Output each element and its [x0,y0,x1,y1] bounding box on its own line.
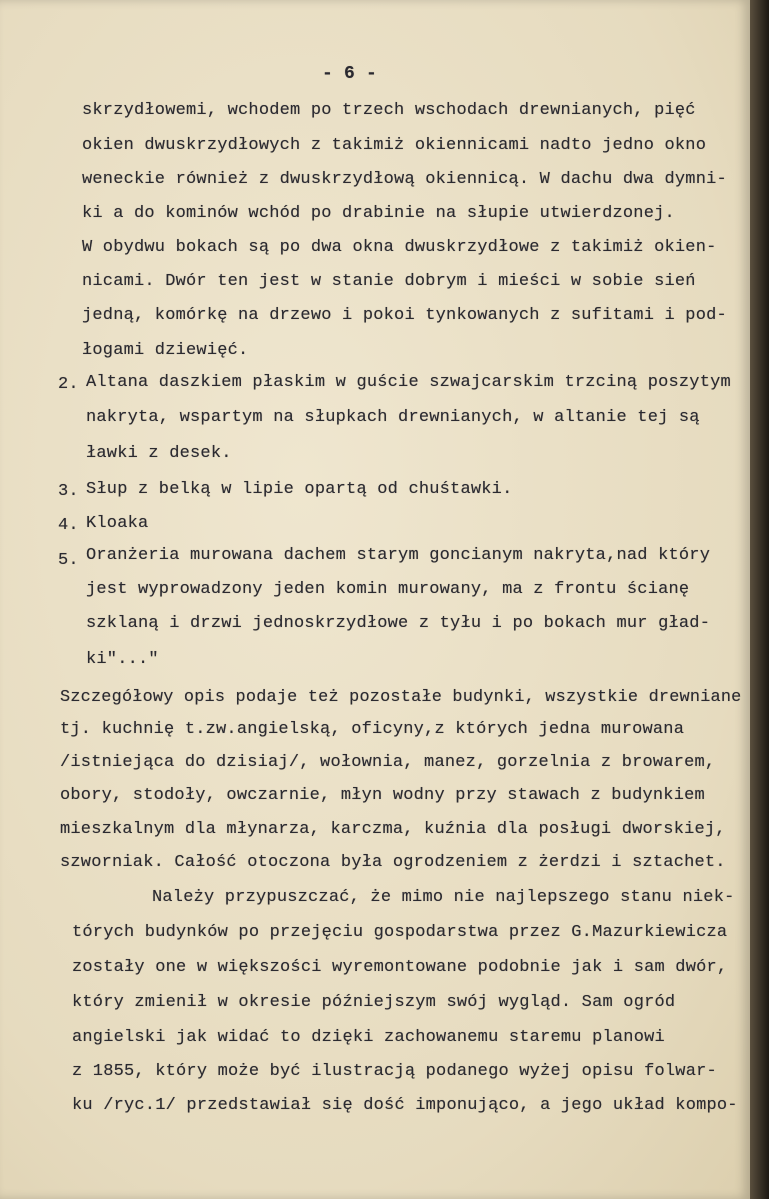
text-line: ki a do kominów wchód po drabinie na słupie utwierdzonej. [82,204,675,223]
text-line: ku /ryc.1/ przedstawiał się dość imponująco, a jego układ kompo- [72,1096,738,1115]
text-line: obory, stodoły, owczarnie, młyn wodny przy stawach z budynkiem [60,786,705,805]
text-line: z 1855, który może być ilustracją podanego wyżej opisu folwar- [72,1062,717,1081]
text-line: zostały one w większości wyremontowane podobnie jak i sam dwór, [72,958,728,977]
page-edge-shadow [750,0,769,1199]
text-line: ławki z desek. [86,444,232,463]
text-line: Szczegółowy opis podaje też pozostałe budynki, wszystkie drewniane [60,688,742,707]
text-line: Słup z belką w lipie opartą od chuśtawki. [86,480,513,499]
text-line: tj. kuchnię t.zw.angielską, oficyny,z których jedna murowana [60,720,685,739]
text-line: Należy przypuszczać, że mimo nie najlepszego stanu niek- [152,888,735,907]
text-line: tórych budynków po przejęciu gospodarstwa przez G.Mazurkiewicza [72,923,728,942]
text-line: ki"..." [86,650,159,669]
text-line: nicami. Dwór ten jest w stanie dobrym i mieści w sobie sień [82,272,696,291]
text-line: łogami dziewięć. [82,341,249,360]
text-line: szworniak. Całość otoczona była ogrodzeniem z żerdzi i sztachet. [60,853,726,872]
text-line: skrzydłowemi, wchodem po trzech wschodach drewnianych, pięć [82,101,696,120]
list-number: 5. [58,551,79,570]
list-number: 3. [58,482,79,501]
text-line: który zmienił w okresie późniejszym swój wygląd. Sam ogród [72,993,676,1012]
text-line: weneckie również z dwuskrzydłową okiennicą. W dachu dwa dymni- [82,170,727,189]
text-line: szklaną i drzwi jednoskrzydłowe z tyłu i po bokach mur gład- [86,614,711,633]
text-line: okien dwuskrzydłowych z takimiż okiennicami nadto jedno okno [82,136,707,155]
page-number: - 6 - [322,64,378,84]
text-line: angielski jak widać to dzięki zachowanemu staremu planowi [72,1028,665,1047]
text-line: mieszkalnym dla młynarza, karczma, kuźnia dla posługi dworskiej, [60,820,726,839]
text-line: jedną, komórkę na drzewo i pokoi tynkowanych z sufitami i pod- [82,306,727,325]
text-line: jest wyprowadzony jeden komin murowany, ma z frontu ścianę [86,580,690,599]
text-line: /istniejąca do dzisiaj/, wołownia, manez, gorzelnia z browarem, [60,753,716,772]
text-line: W obydwu bokach są po dwa okna dwuskrzydłowe z takimiż okien- [82,238,717,257]
list-number: 2. [58,375,79,394]
text-line: Kloaka [86,514,149,533]
list-number: 4. [58,516,79,535]
text-line: nakryta, wspartym na słupkach drewnianych, w altanie tej są [86,408,700,427]
text-line: Oranżeria murowana dachem starym goncianym nakryta,nad który [86,546,711,565]
text-line: Altana daszkiem płaskim w guście szwajcarskim trzciną poszytym [86,373,731,392]
